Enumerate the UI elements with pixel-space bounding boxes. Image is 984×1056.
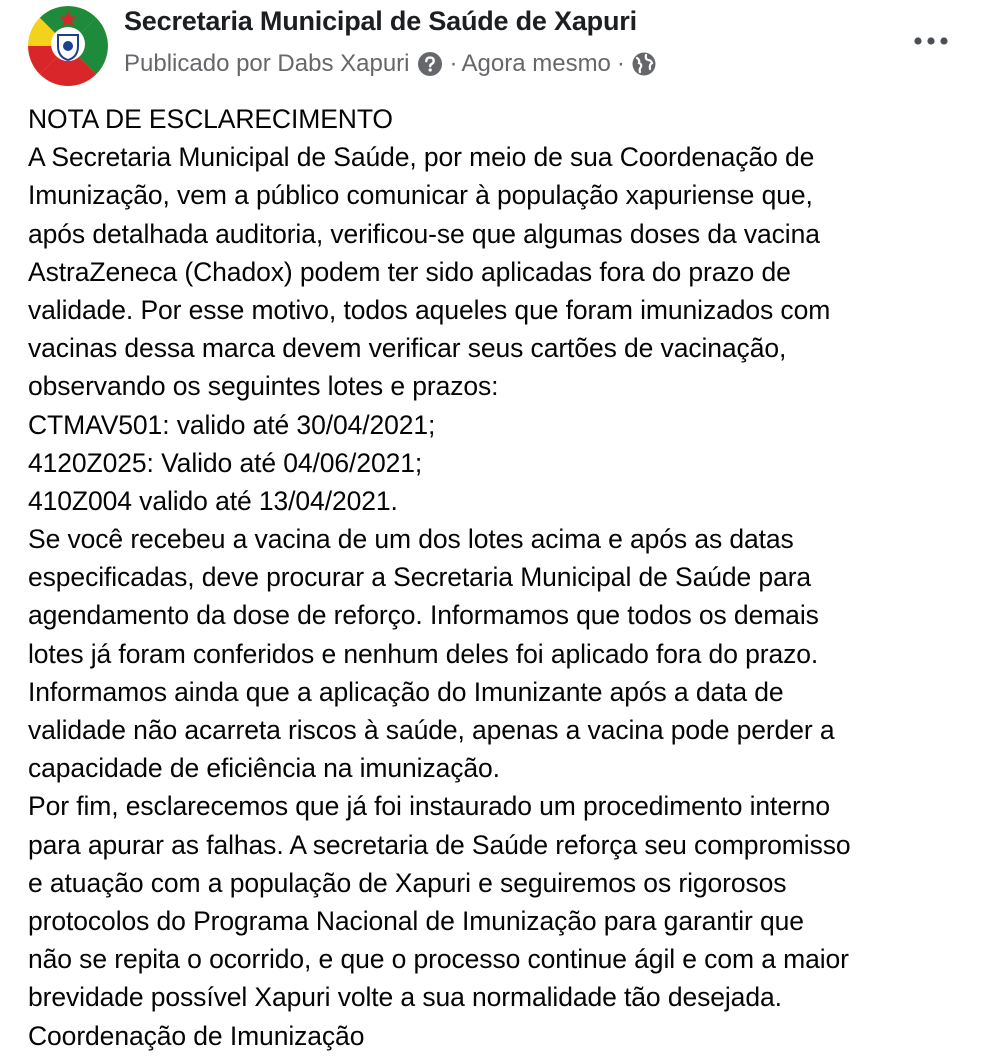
post-line: observando os seguintes lotes e prazos: [28, 371, 499, 402]
lot-line: CTMAV501: valido até 30/04/2021; [28, 409, 436, 440]
question-circle-icon[interactable] [417, 51, 443, 77]
post-line: agendamento da dose de reforço. Informamos que todos os demais [28, 600, 819, 631]
xapuri-flag-avatar [28, 6, 108, 86]
post-line: não se repita o ocorrido, e que o processo continue ágil e com a maior [28, 944, 849, 975]
post-line: validade. Por esse motivo, todos aqueles que foram imunizados com [28, 294, 831, 325]
post-line: validade não acarreta riscos à saúde, apenas a vacina pode perder a [28, 715, 835, 745]
post-text [28, 100, 978, 1055]
post-title: NOTA DE ESCLARECIMENTO [28, 104, 393, 134]
post-line: lotes já foram conferidos e nenhum deles foi aplicado fora do prazo. [28, 638, 819, 669]
published-by[interactable]: Publicado por Dabs Xapuri [124, 50, 410, 77]
lot-line: 4120Z025: Valido até 04/06/2021; [28, 447, 423, 478]
post-line: e atuação com a população de Xapuri e seguiremos os rigorosos [28, 867, 787, 898]
lot-line: 410Z004 valido até 13/04/2021. [28, 485, 398, 516]
page-avatar[interactable] [28, 6, 108, 86]
post-line: Imunização, vem a público comunicar à população xapuriense que, [28, 180, 813, 211]
post-timestamp[interactable]: Agora mesmo [461, 50, 611, 77]
meta-separator: · [449, 50, 458, 77]
post-line: capacidade de eficiência na imunização. [28, 753, 500, 784]
post-line: AstraZeneca (Chadox) podem ter sido aplicadas fora do prazo de [28, 256, 791, 287]
more-options-button[interactable] [906, 26, 956, 56]
post-line: A Secretaria Municipal de Saúde, por meio de sua Coordenação de [28, 142, 815, 173]
post-line: Por fim, esclarecemos que já foi instaurado um procedimento interno [28, 791, 830, 822]
post-meta [124, 48, 662, 80]
post-line: Se você recebeu a vacina de um dos lotes acima e após as datas [28, 524, 794, 555]
post-line: após detalhada auditoria, verificou-se que algumas doses da vacina [28, 218, 820, 249]
post-line: especificadas, deve procurar a Secretaria Municipal de Saúde para [28, 562, 812, 593]
post-signature: Coordenação de Imunização [28, 1020, 365, 1051]
post-line: vacinas dessa marca devem verificar seus cartões de vacinação, [28, 333, 787, 364]
post-line: Informamos ainda que a aplicação do Imunizante após a data de [28, 676, 784, 707]
post-line: protocolos do Programa Nacional de Imunização para garantir que [28, 905, 804, 936]
post-header [0, 0, 984, 96]
page-name[interactable]: Secretaria Municipal de Saúde de Xapuri [124, 6, 637, 36]
post-line: brevidade possível Xapuri volte a sua normalidade tão desejada. [28, 982, 782, 1013]
post-line: para apurar as falhas. A secretaria de Saúde reforça seu compromisso [28, 829, 851, 860]
more-options-icon [914, 37, 948, 45]
globe-icon[interactable] [631, 51, 657, 77]
meta-separator-2: · [616, 50, 625, 77]
